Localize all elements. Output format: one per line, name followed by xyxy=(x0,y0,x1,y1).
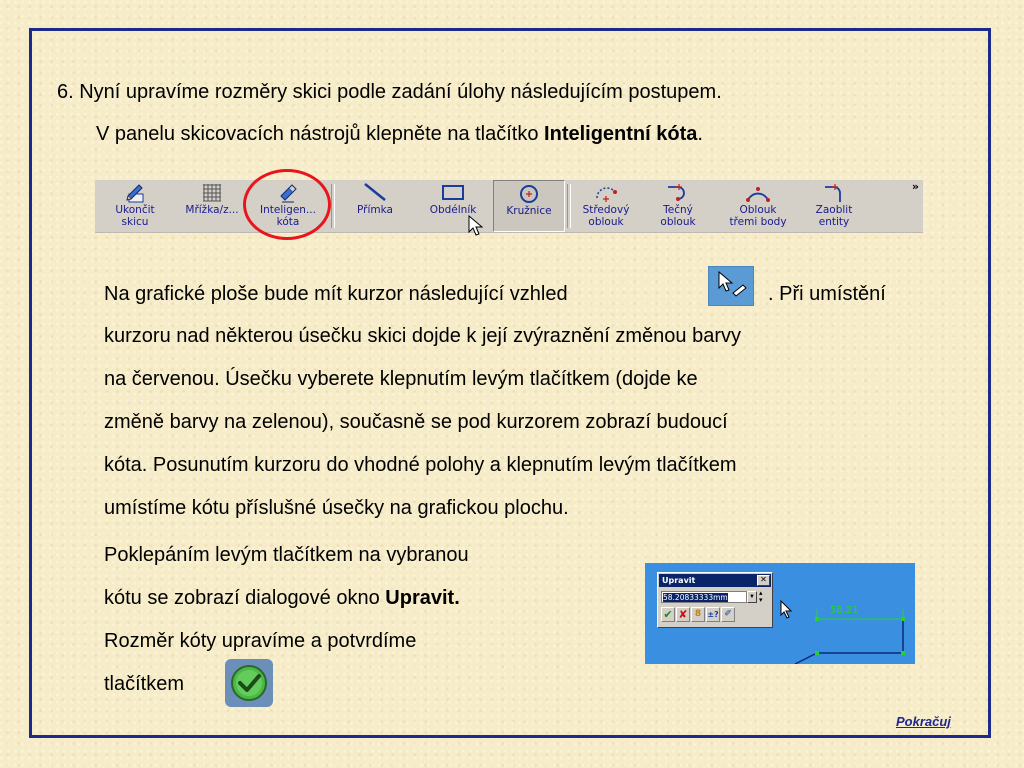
mouse-pointer-icon xyxy=(468,215,486,237)
exit-sketch-button[interactable]: Ukončit skicu xyxy=(95,180,175,232)
step-line-2: V panelu skicovacích nástrojů klepněte na tlačítko Inteligentní kóta. xyxy=(96,123,703,145)
paragraph-line-2: kurzoru nad některou úsečku skici dojde k její zvýraznění změnou barvy xyxy=(104,325,741,347)
edit-line-3: Rozměr kóty upravíme a potvrdíme xyxy=(104,630,417,652)
tangent-arc-button[interactable]: Tečný oblouk xyxy=(645,180,711,232)
grid-icon xyxy=(201,182,223,202)
continue-link[interactable]: Pokračuj xyxy=(896,714,951,729)
centerpoint-arc-button[interactable]: Středový oblouk xyxy=(569,180,643,232)
cancel-icon[interactable]: ✘ xyxy=(676,607,690,622)
dimension-cursor-image xyxy=(708,266,754,306)
sketch-fillet-button[interactable]: Zaoblit entity xyxy=(801,180,867,232)
three-point-arc-icon xyxy=(744,182,772,204)
highlight-ring xyxy=(243,169,331,240)
grid-button[interactable]: Mřížka/z... xyxy=(175,180,249,232)
edit-line-1: Poklepáním levým tlačítkem na vybranou xyxy=(104,544,469,566)
centerpoint-arc-icon xyxy=(593,182,619,204)
rectangle-button[interactable]: Obdélník xyxy=(413,180,493,232)
mark-icon[interactable]: ✐ xyxy=(721,607,735,622)
dialog-title: Upravit xyxy=(659,574,771,587)
sketch-toolbar xyxy=(95,180,923,233)
tangent-arc-icon xyxy=(666,182,690,204)
reverse-icon[interactable]: ±? xyxy=(706,607,720,622)
paragraph-line-5: kóta. Posunutím kurzoru do vhodné polohy a klepnutím levým tlačítkem xyxy=(104,454,737,476)
dialog-name: Upravit. xyxy=(385,587,460,609)
paragraph-line-1: Na grafické ploše bude mít kurzor následující vzhled xyxy=(104,283,568,305)
toolbar-overflow-button[interactable]: » xyxy=(911,180,919,193)
paragraph-line-4: změně barvy na zelenou), současně se pod kurzorem zobrazí budoucí xyxy=(104,411,728,433)
edit-line-4: tlačítkem xyxy=(104,673,185,695)
line-icon xyxy=(363,182,387,202)
confirm-button-image xyxy=(225,659,273,707)
dimension-label: 58.21 xyxy=(830,605,859,616)
modify-dialog-screenshot xyxy=(645,563,915,664)
step-line-1: 6. Nyní upravíme rozměry skici podle zadání úlohy následujícím postupem. xyxy=(57,81,722,103)
dimension-cursor-icon xyxy=(709,267,753,305)
edit-line-2: kótu se zobrazí dialogové okno Upravit. xyxy=(104,587,460,609)
circle-icon xyxy=(518,183,540,205)
chevron-down-icon[interactable]: ▼ xyxy=(747,591,757,603)
value-spinner[interactable]: ▴ ▾ xyxy=(759,590,763,604)
sketch-geometry xyxy=(645,563,915,664)
dimension-value-input[interactable]: 58.20833333mm xyxy=(661,591,747,603)
paragraph-line-3: na červenou. Úsečku vyberete klepnutím levým tlačítkem (dojde ke xyxy=(104,368,698,390)
dialog-close-button[interactable]: ✕ xyxy=(757,575,770,586)
toolbar-separator xyxy=(331,184,335,228)
rebuild-icon[interactable]: 8 xyxy=(691,607,705,622)
paragraph-line-1-end: . Při umístění xyxy=(768,283,886,305)
line-button[interactable]: Přímka xyxy=(339,180,411,232)
three-point-arc-button[interactable]: Oblouk třemi body xyxy=(715,180,801,232)
green-check-icon xyxy=(225,659,273,707)
pencil-exit-icon xyxy=(124,182,146,204)
smart-dimension-button[interactable]: Inteligen... kóta xyxy=(249,180,327,232)
smart-dimension-name: Inteligentní kóta xyxy=(544,123,698,145)
sketch-fillet-icon xyxy=(822,182,846,204)
rectangle-icon xyxy=(440,182,466,202)
paragraph-line-6: umístíme kótu příslušné úsečky na grafickou plochu. xyxy=(104,497,569,519)
circle-button[interactable]: Kružnice xyxy=(493,180,565,232)
ok-icon[interactable]: ✔ xyxy=(661,607,675,622)
